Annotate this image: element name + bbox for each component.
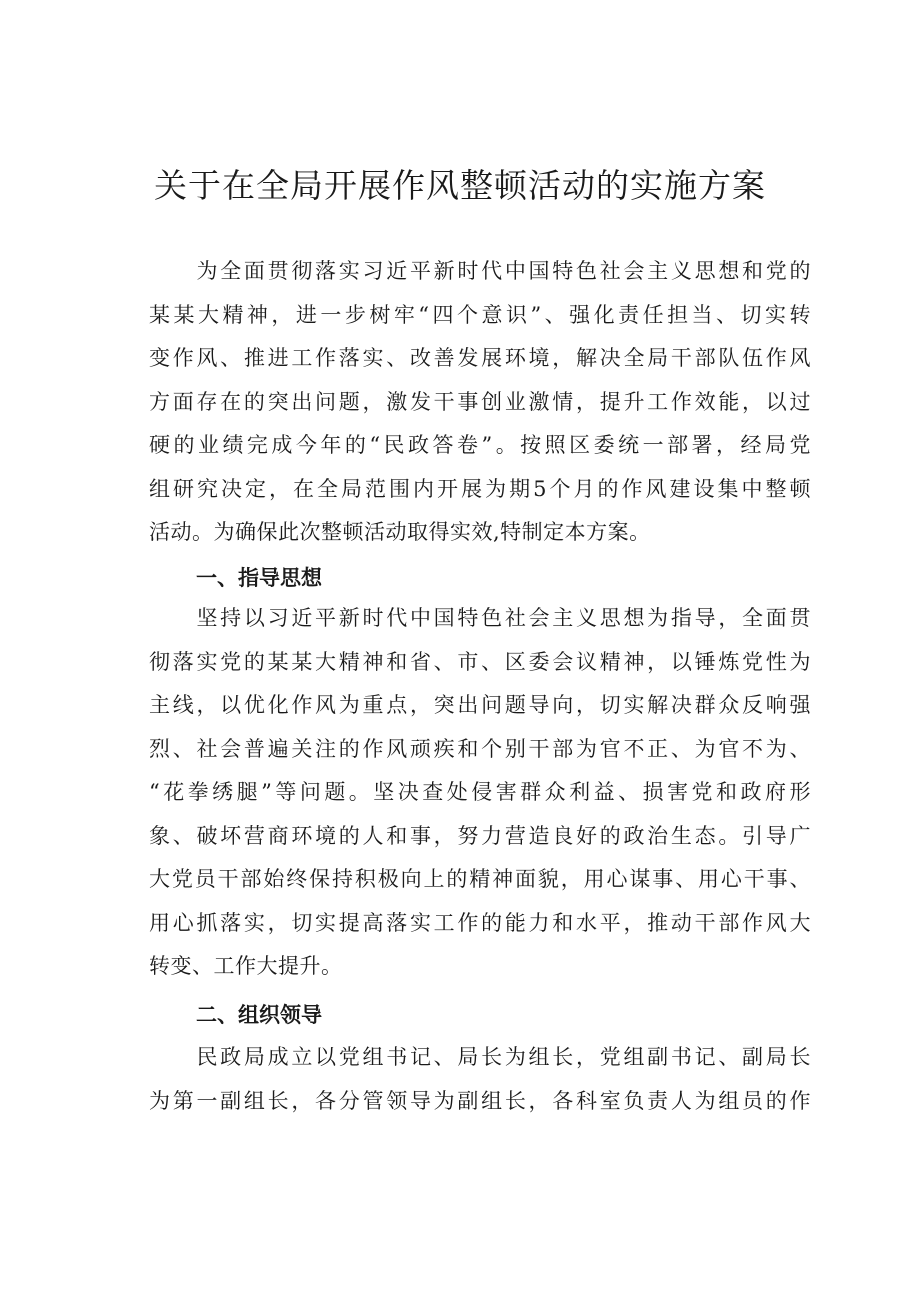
section1-line: 烈、社会普遍关注的作风顽疾和个别干部为官不正、为官不为、 [149, 736, 811, 761]
section1-line: 象、破坏营商环境的人和事，努力营造良好的政治生态。引导广 [149, 823, 811, 848]
section1-line: 用心抓落实，切实提高落实工作的能力和水平，推动干部作风大 [149, 910, 811, 935]
intro-line: 变作风、推进工作落实、改善发展环境，解决全局干部队伍作风 [149, 346, 811, 370]
section2-line: 民政局成立以党组书记、局长为组长，党组副书记、副局长 [149, 1045, 811, 1069]
section1-line: 彻落实党的某某大精神和省、市、区委会议精神，以锤炼党性为 [149, 649, 811, 674]
section-heading-organization-leadership: 二、组织领导 [196, 1003, 322, 1027]
section1-line: “花拳绣腿”等问题。坚决查处侵害群众利益、损害党和政府形 [149, 780, 811, 804]
section1-line: 转变、工作大提升。 [149, 954, 343, 978]
section1-line: 主线，以优化作风为重点，突出问题导向，切实解决群众反响强 [149, 693, 811, 717]
intro-line: 为全面贯彻落实习近平新时代中国特色社会主义思想和党的 [149, 259, 811, 283]
intro-line: 方面存在的突出问题，激发干事创业激情，提升工作效能，以过 [149, 389, 811, 414]
section-heading-guiding-ideology: 一、指导思想 [196, 566, 322, 590]
section1-paragraph [149, 597, 811, 989]
intro-line: 某某大精神，进一步树牢“四个意识”、强化责任担当、切实转 [149, 302, 811, 327]
section1-line: 大党员干部始终保持积极向上的精神面貌，用心谋事、用心干事、 [149, 867, 811, 891]
section2-paragraph [149, 1036, 811, 1123]
intro-line: 活动。为确保此次整顿活动取得实效,特制定本方案。 [149, 520, 651, 544]
intro-paragraph [149, 250, 811, 555]
section1-line: 坚持以习近平新时代中国特色社会主义思想为指导，全面贯 [149, 606, 811, 630]
document-title: 关于在全局开展作风整顿活动的实施方案 [154, 166, 766, 205]
intro-line: 组研究决定，在全局范围内开展为期5个月的作风建设集中整顿 [149, 476, 811, 501]
section2-line: 为第一副组长，各分管领导为副组长，各科室负责人为组员的作 [149, 1088, 811, 1113]
intro-line: 硬的业绩完成今年的“民政答卷”。按照区委统一部署，经局党 [149, 433, 811, 457]
